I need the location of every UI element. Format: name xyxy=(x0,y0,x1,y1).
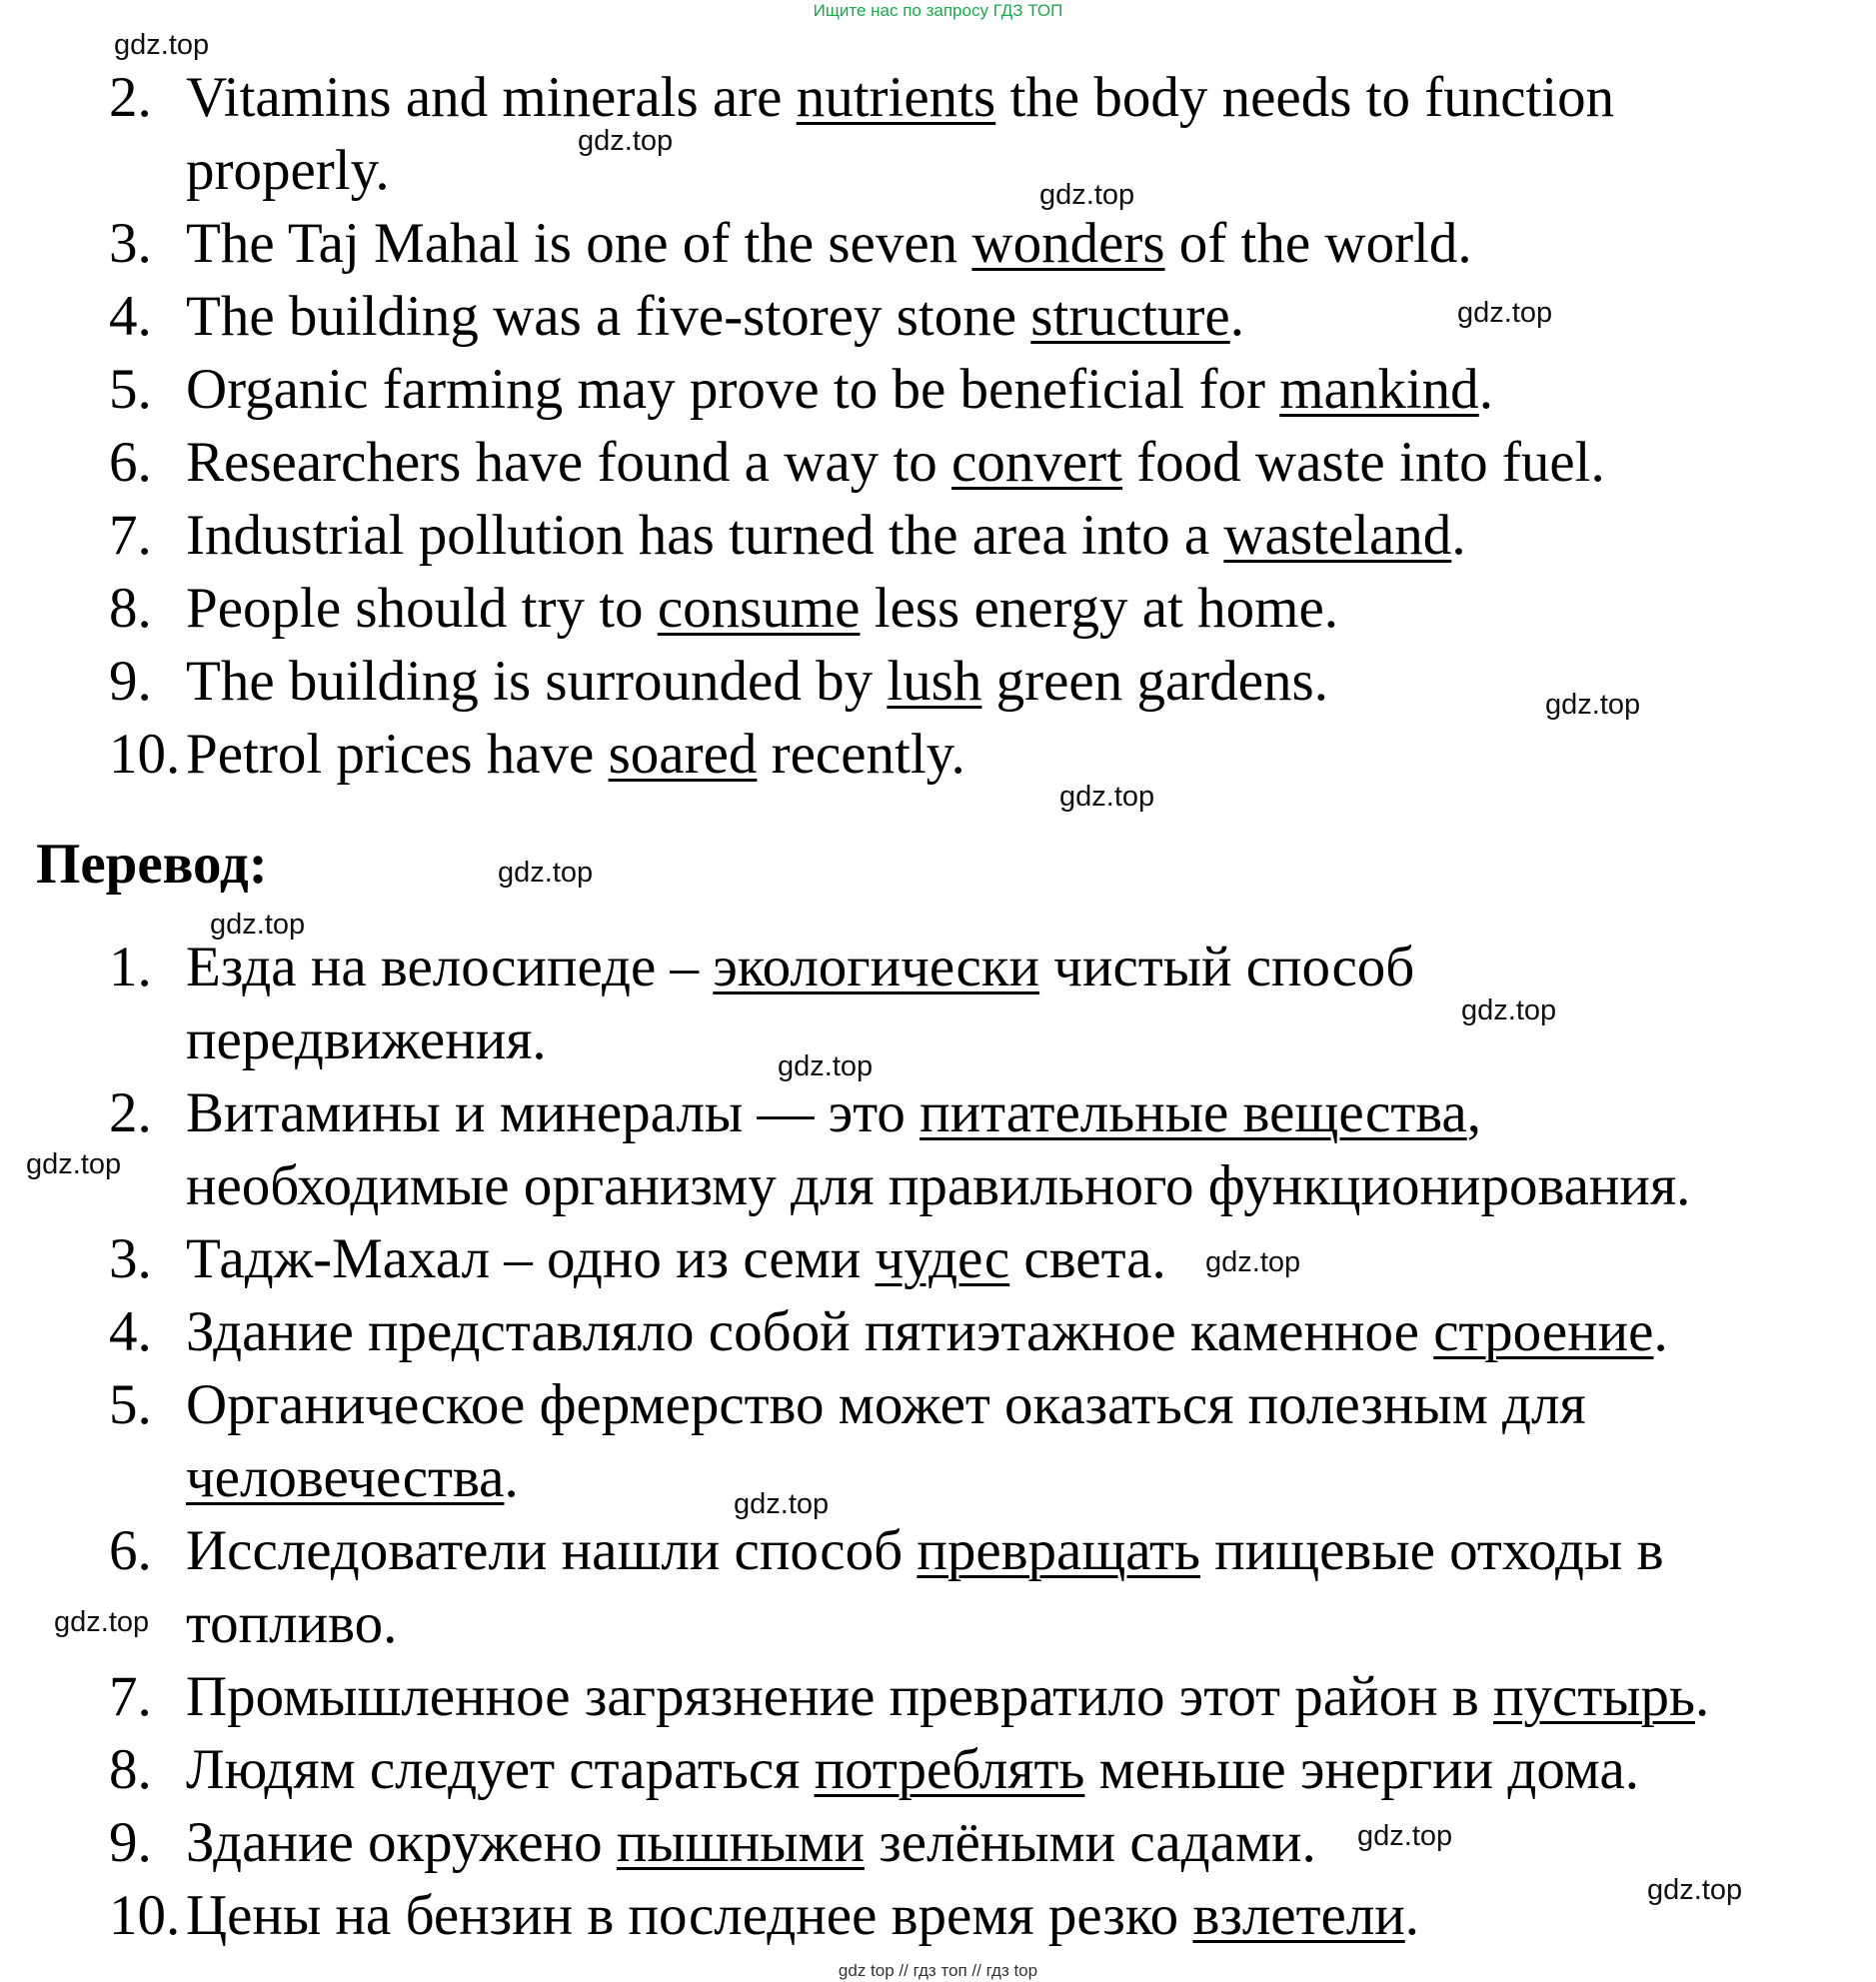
sentence-text: Industrial pollution has turned the area into a xyxy=(186,504,1224,567)
sentence-text: Petrol prices have xyxy=(186,723,609,786)
sentence-text: the body needs to function xyxy=(995,66,1615,129)
sentence-text: Витамины и минералы — это xyxy=(186,1081,921,1144)
sentence-text: Vitamins and minerals are xyxy=(186,66,797,129)
underlined-keyword: экологически xyxy=(713,936,1040,998)
sentence-text: Тадж-Махал – одно из семи xyxy=(186,1227,876,1290)
underlined-keyword: wonders xyxy=(971,212,1165,275)
sentence-text: The building is surrounded by xyxy=(186,650,888,713)
sentence-text: Organic farming may prove to be beneficial for xyxy=(186,358,1280,421)
russian-item-number: 4. xyxy=(109,1300,152,1363)
russian-item-line xyxy=(186,1153,1690,1219)
footer-watermark: gdz top // гдз топ // гдз top xyxy=(838,1961,1038,1980)
sentence-text: . xyxy=(1478,358,1493,421)
sentence-text: топливо. xyxy=(186,1592,398,1655)
russian-item-line xyxy=(186,1080,1481,1146)
sentence-text: . xyxy=(1653,1300,1668,1363)
russian-item-number: 1. xyxy=(109,936,152,998)
russian-item-line xyxy=(186,1591,397,1657)
underlined-keyword: потреблять xyxy=(814,1738,1085,1801)
sentence-text: зелёными садами. xyxy=(864,1811,1316,1874)
english-item-line xyxy=(186,649,1328,715)
underlined-keyword: structure xyxy=(1030,285,1230,348)
sentence-text: . xyxy=(1695,1665,1710,1728)
russian-item-line xyxy=(186,1226,1166,1292)
underlined-keyword: convert xyxy=(951,431,1122,494)
watermark: gdz.top xyxy=(1205,1246,1301,1278)
english-item-number: 10. xyxy=(109,723,181,786)
sentence-text: Органическое фермерство может оказаться полезным для xyxy=(186,1373,1586,1436)
english-item-line xyxy=(186,576,1338,642)
russian-item-line xyxy=(186,1372,1586,1438)
sentence-text: People should try to xyxy=(186,577,658,640)
english-item-number: 2. xyxy=(109,66,152,129)
underlined-keyword: nutrients xyxy=(796,66,996,129)
watermark: gdz.top xyxy=(26,1148,122,1180)
english-item-line xyxy=(186,357,1493,423)
underlined-keyword: mankind xyxy=(1279,358,1479,421)
english-item-number: 5. xyxy=(109,358,152,421)
underlined-keyword: человечества xyxy=(186,1446,505,1509)
watermark: gdz.top xyxy=(1545,689,1641,721)
watermark: gdz.top xyxy=(210,909,306,941)
underlined-keyword: чудес xyxy=(875,1227,1010,1290)
sentence-text: необходимые организму для правильного функционирования. xyxy=(186,1154,1691,1217)
watermark: gdz.top xyxy=(498,857,594,889)
english-item-number: 8. xyxy=(109,577,152,640)
english-item-line xyxy=(186,430,1605,496)
watermark: gdz.top xyxy=(734,1488,830,1520)
watermark: gdz.top xyxy=(1059,781,1155,813)
watermark: gdz.top xyxy=(778,1050,874,1082)
underlined-keyword: взлетели xyxy=(1192,1884,1405,1947)
sentence-text: Людям следует стараться xyxy=(186,1738,815,1801)
english-item-number: 6. xyxy=(109,431,152,494)
underlined-keyword: питательные вещества xyxy=(920,1081,1467,1144)
russian-item-number: 7. xyxy=(109,1665,152,1728)
underlined-keyword: пустырь xyxy=(1493,1665,1696,1728)
english-item-number: 3. xyxy=(109,212,152,275)
watermark: gdz.top xyxy=(578,125,674,157)
watermark: gdz.top xyxy=(114,29,210,61)
sentence-text: . xyxy=(1229,285,1244,348)
watermark: gdz.top xyxy=(1357,1820,1453,1852)
watermark: gdz.top xyxy=(1457,297,1553,329)
russian-item-line xyxy=(186,1299,1668,1365)
underlined-keyword: пышными xyxy=(616,1811,865,1874)
russian-item-number: 5. xyxy=(109,1373,152,1436)
underlined-keyword: consume xyxy=(657,577,861,640)
sentence-text: света. xyxy=(1009,1227,1166,1290)
russian-item-line xyxy=(186,1664,1709,1730)
sentence-text: of the world. xyxy=(1164,212,1472,275)
russian-item-line xyxy=(186,1518,1663,1584)
sentence-text: recently. xyxy=(757,723,965,786)
watermark: gdz.top xyxy=(1039,179,1135,211)
sentence-text: Здание представляло собой пятиэтажное каменное xyxy=(186,1300,1434,1363)
english-item-number: 4. xyxy=(109,285,152,348)
underlined-keyword: soared xyxy=(608,723,758,786)
watermark: gdz.top xyxy=(1461,994,1557,1026)
russian-item-line xyxy=(186,1445,519,1511)
sentence-text: The building was a five-storey stone xyxy=(186,285,1031,348)
sentence-text: чистый способ xyxy=(1039,936,1415,998)
english-item-number: 9. xyxy=(109,650,152,713)
russian-item-line xyxy=(186,1883,1419,1949)
translation-heading: Перевод: xyxy=(36,833,268,896)
search-banner: Ищите нас по запросу ГДЗ ТОП xyxy=(813,1,1063,20)
russian-item-number: 6. xyxy=(109,1519,152,1582)
underlined-keyword: строение xyxy=(1433,1300,1654,1363)
english-item-number: 7. xyxy=(109,504,152,567)
sentence-text: properly. xyxy=(186,139,390,202)
sentence-text: Исследователи нашли способ xyxy=(186,1519,918,1582)
russian-item-number: 10. xyxy=(109,1884,181,1947)
russian-item-number: 3. xyxy=(109,1227,152,1290)
russian-item-line xyxy=(186,935,1414,1000)
sentence-text: Здание окружено xyxy=(186,1811,617,1874)
sentence-text: передвижения. xyxy=(186,1008,547,1071)
english-item-line xyxy=(186,503,1466,569)
russian-item-line xyxy=(186,1007,547,1073)
english-item-line xyxy=(186,211,1472,277)
sentence-text: Промышленное загрязнение превратило этот район в xyxy=(186,1665,1494,1728)
underlined-keyword: превращать xyxy=(917,1519,1200,1582)
sentence-text: Езда на велосипеде – xyxy=(186,936,714,998)
russian-item-line xyxy=(186,1737,1639,1803)
sentence-text: , xyxy=(1466,1081,1481,1144)
russian-item-line xyxy=(186,1810,1316,1876)
watermark: gdz.top xyxy=(54,1606,150,1638)
underlined-keyword: wasteland xyxy=(1223,504,1452,567)
russian-item-number: 8. xyxy=(109,1738,152,1801)
sentence-text: . xyxy=(1404,1884,1420,1947)
russian-item-number: 2. xyxy=(109,1081,152,1144)
sentence-text: меньше энергии дома. xyxy=(1084,1738,1640,1801)
english-item-line xyxy=(186,284,1244,350)
sentence-text: food waste into fuel. xyxy=(1121,431,1605,494)
english-item-line xyxy=(186,65,1614,131)
sentence-text: пищевые отходы в xyxy=(1199,1519,1664,1582)
sentence-text: Цены на бензин в последнее время резко xyxy=(186,1884,1193,1947)
english-item-line xyxy=(186,722,965,788)
sentence-text: less energy at home. xyxy=(860,577,1339,640)
sentence-text: . xyxy=(504,1446,519,1509)
underlined-keyword: lush xyxy=(887,650,982,713)
english-item-line xyxy=(186,138,390,204)
sentence-text: . xyxy=(1451,504,1466,567)
sentence-text: The Taj Mahal is one of the seven xyxy=(186,212,972,275)
sentence-text: green gardens. xyxy=(981,650,1328,713)
russian-item-number: 9. xyxy=(109,1811,152,1874)
watermark: gdz.top xyxy=(1647,1874,1743,1906)
sentence-text: Researchers have found a way to xyxy=(186,431,952,494)
